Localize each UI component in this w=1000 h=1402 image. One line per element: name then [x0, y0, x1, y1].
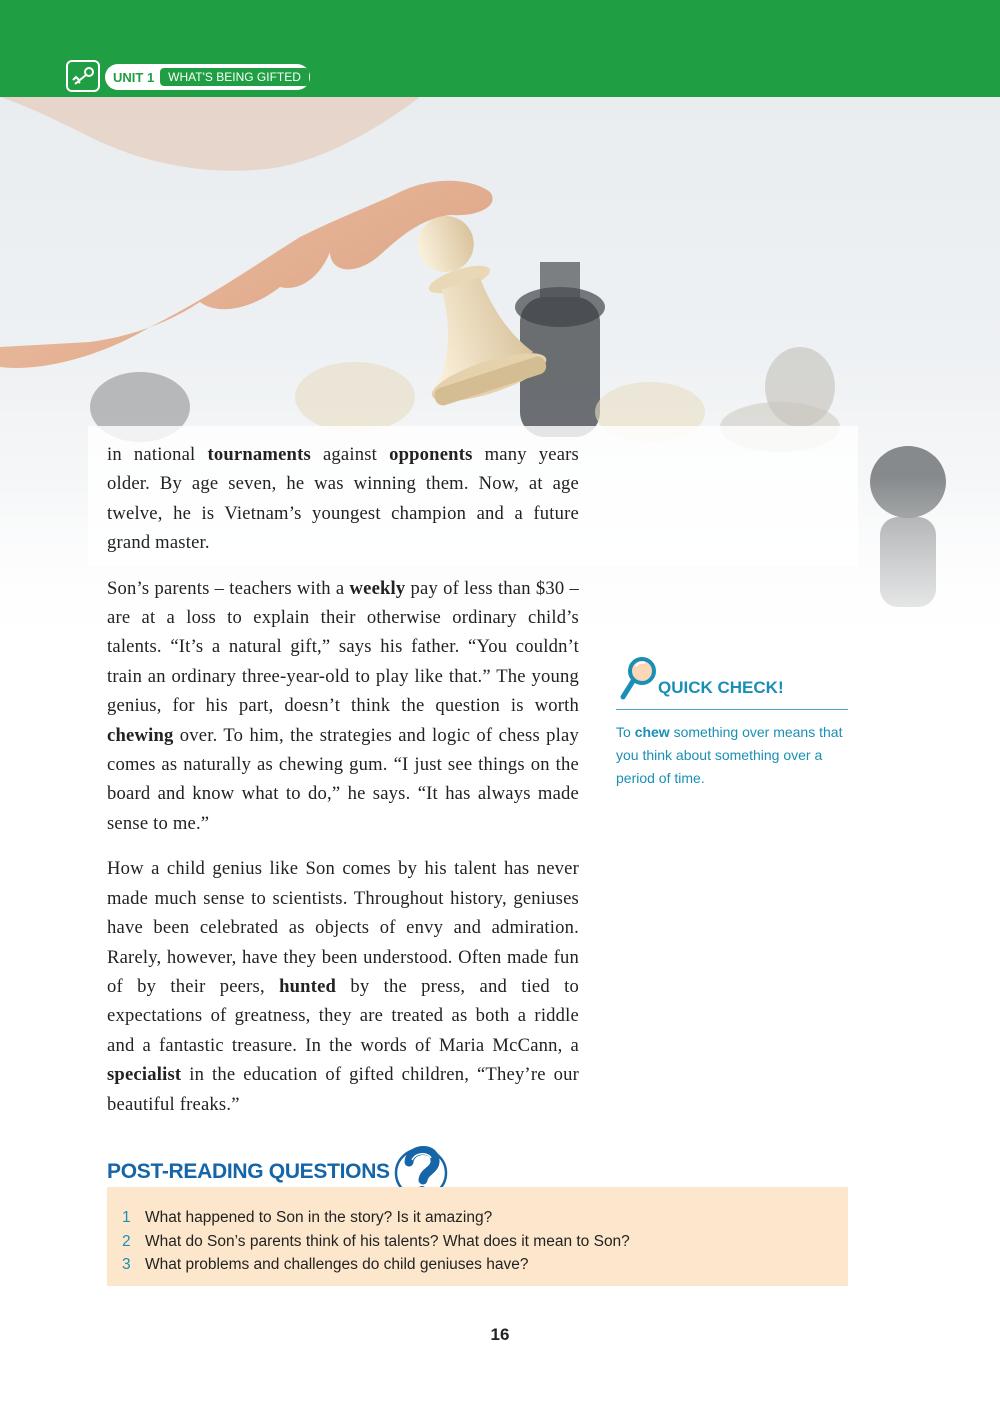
vocab-word: weekly [349, 577, 406, 599]
question-text: What do Son’s parents think of his talents? What does it mean to Son? [145, 1232, 630, 1250]
article-paragraph-2: Son’s parents – teachers with a weekly pay of less than $30 – are at a loss to explain their otherwise ordinary child’s talents. “It’s a natural gift,” says his father. “You couldn’t train an ordinary three-year-old to play like that.” The young genius, for his part, doesn’t think the question is worth chewing over. To him, the strategies and logic of chess play comes as naturally as chewing gum. “I just see things on the board and know what to do,” he says. “It has always made sense to me.” [107, 577, 579, 834]
post-reading-title: POST-READING QUESTIONS [107, 1160, 390, 1183]
question-number: 3 [122, 1256, 131, 1273]
unit-title: WHAT'S BEING GIFTED [160, 68, 309, 86]
quick-check-word: chew [634, 724, 670, 740]
article-body [107, 440, 579, 1135]
article-paragraph-3: How a child genius like Son comes by his talent has never made much sense to scientists. Throughout history, geniuses have been celebrated as objects of envy and admiration. Rarely, however, have they been understood. Often made fun of by their peers, hunted by the press, and tied to expectations of greatness, they are treated as both a riddle and a fantastic treasure. In the words of Maria McCann, a specialist in the education of gifted children, “They’re our beautiful freaks.” [107, 858, 580, 1115]
vocab-word: chewing [107, 724, 174, 746]
unit-label: UNIT 1 [113, 69, 155, 85]
question-number: 1 [122, 1209, 131, 1226]
unit-badge [105, 64, 310, 90]
vocab-word: hunted [279, 975, 337, 997]
question-item [122, 1253, 630, 1277]
question-item [122, 1206, 630, 1230]
page-number: 16 [490, 1325, 510, 1344]
magnifier-icon [620, 655, 660, 708]
question-item [122, 1230, 630, 1254]
quick-check-title: QUICK CHECK! [658, 678, 784, 697]
key-icon [66, 60, 100, 92]
vocab-word: specialist [107, 1064, 182, 1086]
question-text: What problems and challenges do child geniuses have? [145, 1256, 529, 1273]
article-paragraph-1: in national tournaments against opponents many years older. By age seven, he was winning them. Now, at age twelve, he is Vietnam’s youngest champion and a future grand master. [107, 444, 579, 554]
post-reading-list [122, 1206, 630, 1277]
question-number: 2 [122, 1232, 131, 1250]
question-text: What happened to Son in the story? Is it amazing? [145, 1209, 493, 1226]
quick-check-text: To chew something over means that you think about something over a period of time. [616, 724, 843, 786]
quick-check-divider [616, 709, 848, 710]
vocab-word: opponents [389, 444, 473, 465]
vocab-word: tournaments [207, 444, 311, 465]
